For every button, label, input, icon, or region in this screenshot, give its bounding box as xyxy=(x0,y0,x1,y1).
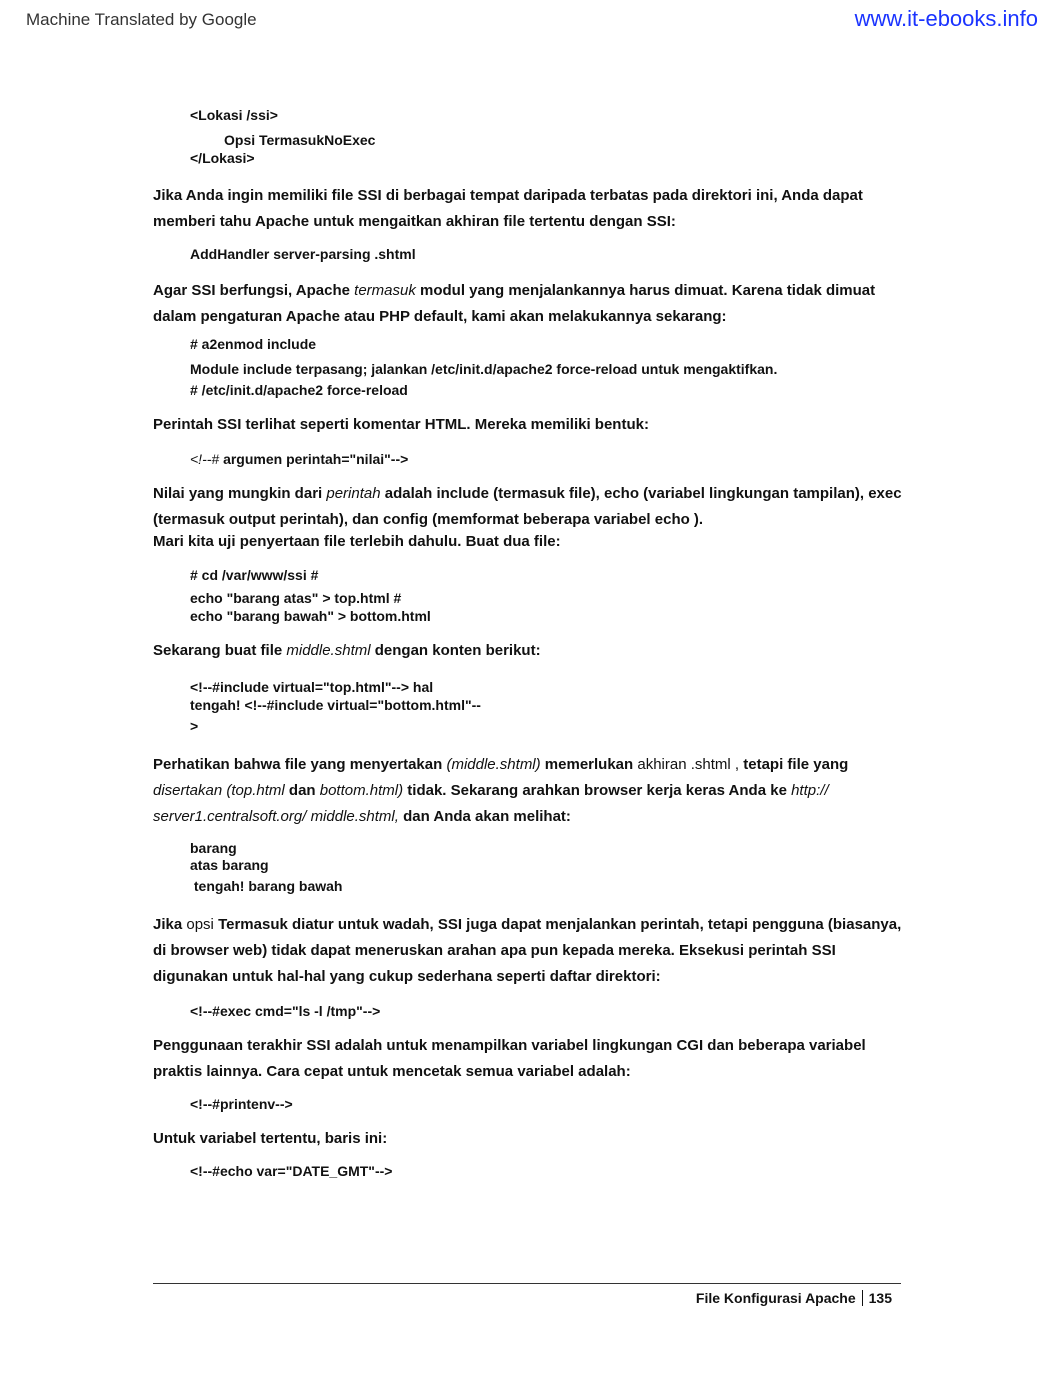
italic-filename: disertakan (top.html xyxy=(153,782,285,799)
code-middle-line-3: > xyxy=(190,718,199,734)
text: tetapi file yang xyxy=(739,756,849,773)
code-module-installed: Module include terpasang; jalankan /etc/init.d/apache2 force-reload untuk mengaktifkan. xyxy=(190,361,778,377)
code-force-reload: # /etc/init.d/apache2 force-reload xyxy=(190,382,408,398)
paragraph-ssi-multiple-places: Jika Anda ingin memiliki file SSI di berbagai tempat daripada terbatas pada direktori ini, Anda dapat memberi tahu Apache untuk mengaitkan akhiran file tertentu dengan SSI: xyxy=(153,187,863,230)
italic-term: termasuk xyxy=(354,282,416,299)
footer-separator xyxy=(862,1290,863,1306)
paragraph-create-middle xyxy=(153,638,913,664)
text: dan xyxy=(284,782,320,799)
text: Termasuk diatur untuk wadah, SSI juga dapat menjalankan perintah, tetapi pengguna (biasanya, di browser web) tidak dapat meneruskan arahan apa pun kepada mereka. Eksekusi perintah SSI digunakan untuk hal-hal yang cukup sederhana seperti daftar direktori: xyxy=(153,916,902,985)
code-a2enmod: # a2enmod include xyxy=(190,336,317,352)
code-output-line-1: barang xyxy=(190,840,237,856)
text: Agar SSI berfungsi, Apache xyxy=(153,282,355,299)
source-website-link[interactable]: www.it-ebooks.info xyxy=(854,6,1038,31)
text: memerlukan xyxy=(540,756,638,773)
code-ssi-form xyxy=(190,449,910,469)
code-output-line-3: tengah! barang bawah xyxy=(190,878,343,894)
normal-text: opsi xyxy=(186,916,214,933)
text: Perhatikan bahwa file yang menyertakan xyxy=(153,756,447,773)
text: dengan konten berikut: xyxy=(370,642,541,659)
code-echo-var: <!--#echo var="DATE_GMT"--> xyxy=(190,1163,393,1179)
paragraph-command-values xyxy=(153,481,913,533)
page-footer xyxy=(696,1290,892,1306)
italic-url: http:// server1.centralsoft.org/ middle.shtml, xyxy=(153,782,829,825)
paragraph-test-inclusion: Mari kita uji penyertaan file terlebih dahulu. Buat dua file: xyxy=(153,533,561,550)
italic-filename: (middle.shtml) xyxy=(446,756,541,773)
paragraph-cgi-variables: Penggunaan terakhir SSI adalah untuk menampilkan variabel lingkungan CGI dan beberapa variabel praktis lainnya. Cara cepat untuk mencetak semua variabel adalah: xyxy=(153,1037,866,1080)
paragraph-shtml-note xyxy=(153,752,913,830)
code-output-line-2: atas barang xyxy=(190,857,269,873)
machine-translation-notice: Machine Translated by Google xyxy=(26,10,257,29)
italic-term: perintah xyxy=(326,485,381,502)
code-echo-bottom: echo "barang bawah" > bottom.html xyxy=(190,608,431,624)
code-exec: <!--#exec cmd="ls -l /tmp"--> xyxy=(190,1003,381,1019)
code-printenv: <!--#printenv--> xyxy=(190,1096,293,1112)
paragraph-specific-variable: Untuk variabel tertentu, baris ini: xyxy=(153,1130,388,1147)
paragraph-exec-commands xyxy=(153,912,913,990)
code-options: Opsi TermasukNoExec xyxy=(224,132,376,148)
text: Nilai yang mungkin dari xyxy=(153,485,327,502)
page-number: 135 xyxy=(868,1290,892,1306)
code-middle-line-2: tengah! <!--#include virtual="bottom.html"-- xyxy=(190,697,481,713)
code-echo-top: echo "barang atas" > top.html # xyxy=(190,590,402,606)
text: modul yang menjalankannya harus dimuat. Karena tidak dimuat dalam pengaturan Apache atau PHP default, kami akan melakukannya sekarang: xyxy=(153,282,876,325)
text: adalah include (termasuk file), echo (variabel lingkungan tampilan), exec (termasuk output perintah), dan config (memformat beberapa variabel echo ). xyxy=(153,485,902,528)
code-comment-prefix: <!--# xyxy=(190,451,220,467)
footer-chapter-title: File Konfigurasi Apache xyxy=(695,1290,856,1306)
code-location-open: <Lokasi /ssi> xyxy=(190,107,278,123)
code-addhandler: AddHandler server-parsing .shtml xyxy=(190,246,416,262)
code-cd: # cd /var/www/ssi # xyxy=(190,567,319,583)
text: dan Anda akan melihat: xyxy=(398,808,571,825)
code-middle-line-1: <!--#include virtual="top.html"--> hal xyxy=(190,679,434,695)
text: Sekarang buat file xyxy=(153,642,287,659)
footer-divider xyxy=(153,1283,901,1284)
code-text: argumen perintah="nilai"--> xyxy=(219,451,409,467)
text: Jika xyxy=(153,916,187,933)
code-location-close: </Lokasi> xyxy=(190,150,255,166)
paragraph-ssi-form: Perintah SSI terlihat seperti komentar HTML. Mereka memiliki bentuk: xyxy=(153,416,649,433)
italic-filename: middle.shtml xyxy=(286,642,371,659)
text: tidak. Sekarang arahkan browser kerja keras Anda ke xyxy=(403,782,792,799)
normal-text: akhiran .shtml , xyxy=(637,756,740,773)
paragraph-module-load xyxy=(153,278,913,330)
italic-filename: bottom.html) xyxy=(319,782,404,799)
